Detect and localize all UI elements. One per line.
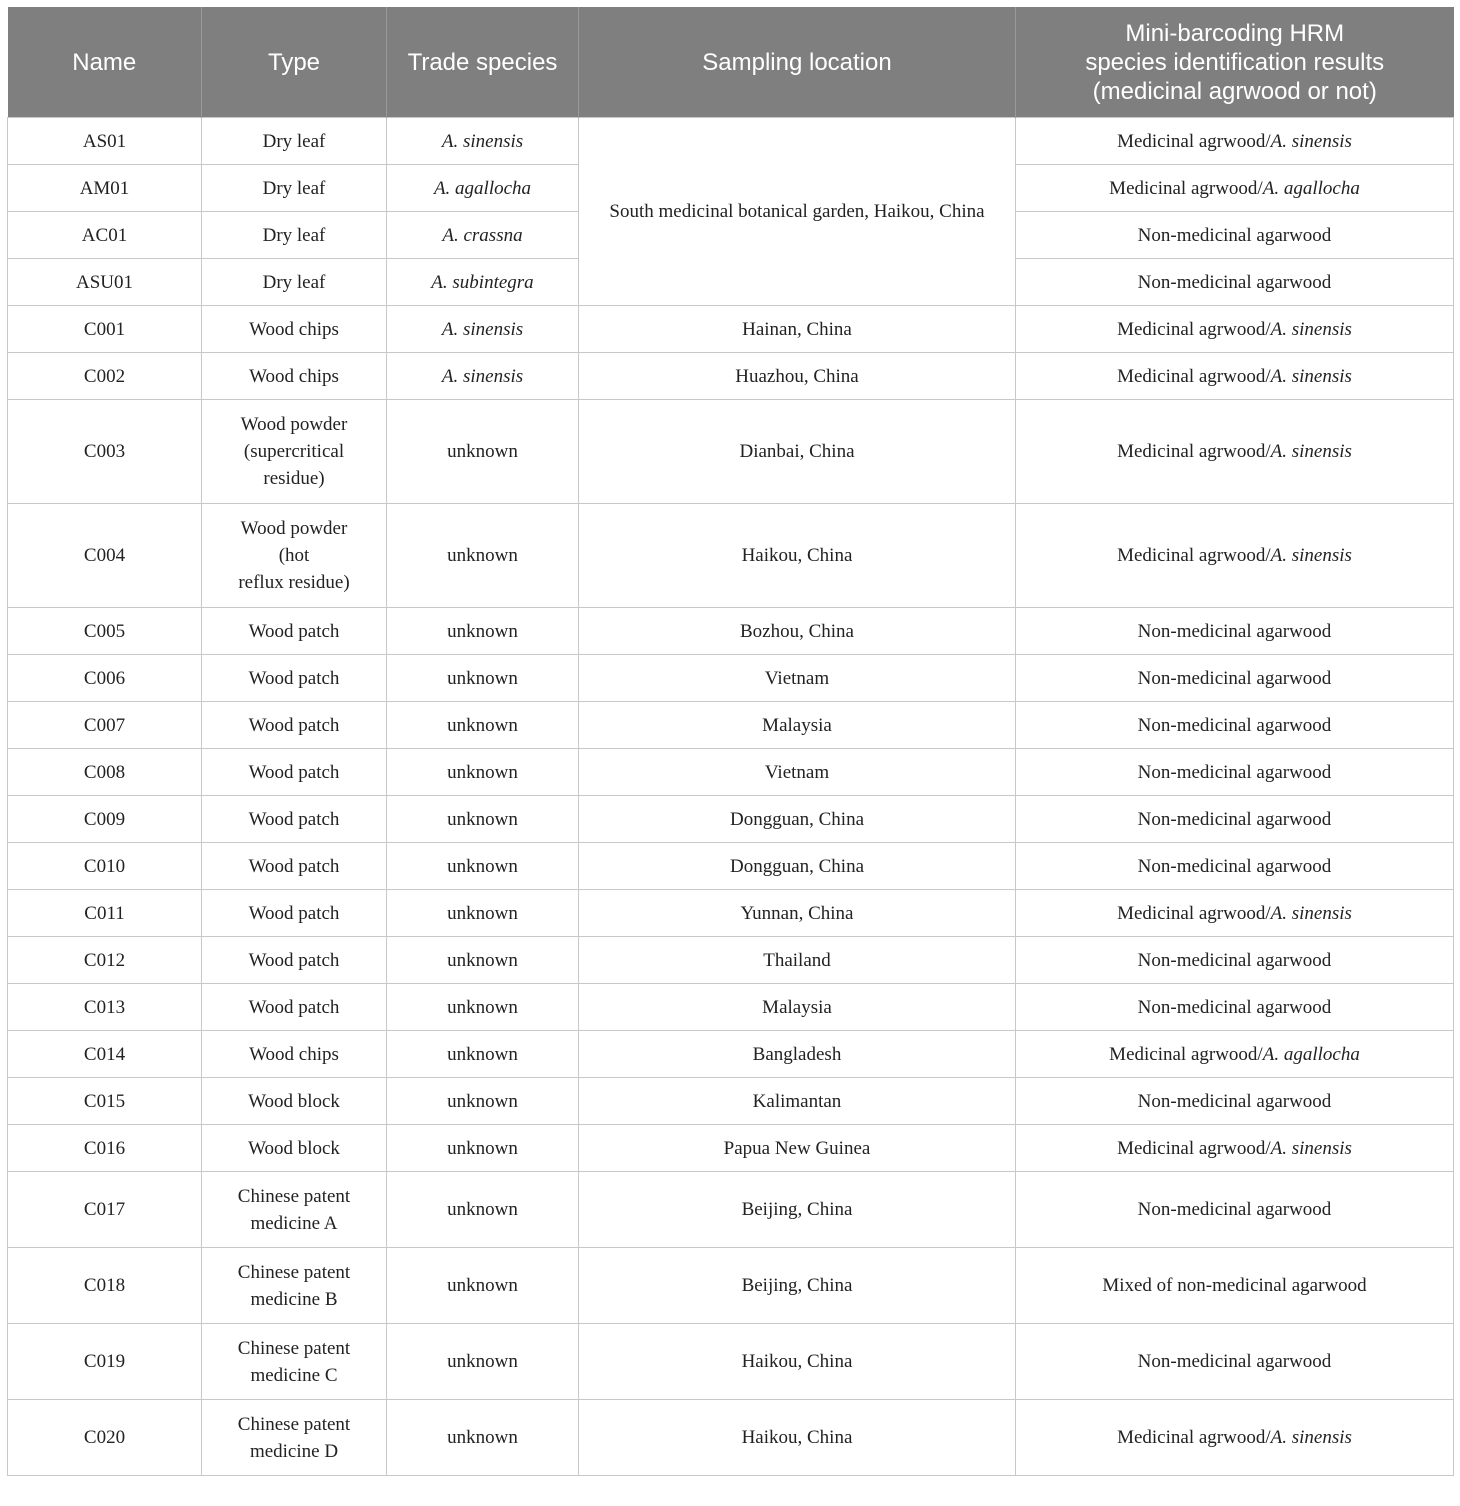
cell-result: Mixed of non-medicinal agarwood <box>1016 1248 1454 1324</box>
cell-type <box>202 1248 387 1324</box>
cell-result-prefix: Medicinal agrwood/ <box>1109 1043 1263 1065</box>
table-row <box>8 118 1454 165</box>
table-row <box>8 504 1454 608</box>
cell-name: C006 <box>8 655 202 702</box>
table-row <box>8 843 1454 890</box>
table-row <box>8 984 1454 1031</box>
cell-result <box>1016 353 1454 400</box>
cell-trade-species: unknown <box>387 608 579 655</box>
table-row <box>8 1031 1454 1078</box>
cell-type-line: Chinese patent <box>237 1337 351 1359</box>
cell-sampling-location: Dianbai, China <box>579 400 1016 504</box>
cell-sampling-location: Beijing, China <box>579 1248 1016 1324</box>
cell-result-species: A. sinensis <box>1270 130 1352 152</box>
cell-result-prefix: Medicinal agrwood/ <box>1117 318 1271 340</box>
cell-name: AS01 <box>8 118 202 165</box>
table-row <box>8 608 1454 655</box>
table-row <box>8 655 1454 702</box>
cell-result-species: A. sinensis <box>1270 441 1352 462</box>
cell-type-line: medicine A <box>250 1212 338 1234</box>
cell-type-line: Chinese patent <box>237 1413 351 1435</box>
cell-trade-species: unknown <box>387 1031 579 1078</box>
cell-trade-species: unknown <box>387 1248 579 1324</box>
cell-result-prefix: Medicinal agrwood/ <box>1117 1427 1271 1448</box>
table-row <box>8 1324 1454 1400</box>
cell-trade-species-italic: A. subintegra <box>431 271 534 293</box>
table-row <box>8 400 1454 504</box>
cell-trade-species: unknown <box>387 1172 579 1248</box>
table-row <box>8 353 1454 400</box>
cell-name: C007 <box>8 702 202 749</box>
cell-type: Wood block <box>202 1125 387 1172</box>
cell-result-species: A. sinensis <box>1270 1427 1352 1448</box>
cell-type: Dry leaf <box>202 118 387 165</box>
table-body <box>8 118 1454 1476</box>
cell-result-species: A. sinensis <box>1270 545 1352 566</box>
cell-result: Non-medicinal agarwood <box>1016 1172 1454 1248</box>
cell-trade-species: unknown <box>387 796 579 843</box>
table-row <box>8 1078 1454 1125</box>
cell-result <box>1016 118 1454 165</box>
cell-name: C016 <box>8 1125 202 1172</box>
table-row <box>8 1400 1454 1476</box>
cell-type <box>202 1324 387 1400</box>
cell-result: Non-medicinal agarwood <box>1016 259 1454 306</box>
cell-name: C010 <box>8 843 202 890</box>
cell-result-prefix: Medicinal agrwood/ <box>1117 1137 1271 1159</box>
cell-name: AC01 <box>8 212 202 259</box>
cell-trade-species: unknown <box>387 1078 579 1125</box>
cell-trade-species <box>387 306 579 353</box>
cell-result: Non-medicinal agarwood <box>1016 702 1454 749</box>
table-row <box>8 1172 1454 1248</box>
cell-result: Non-medicinal agarwood <box>1016 1324 1454 1400</box>
cell-type: Wood patch <box>202 937 387 984</box>
cell-trade-species-italic: A. sinensis <box>441 318 524 340</box>
cell-result: Non-medicinal agarwood <box>1016 749 1454 796</box>
cell-sampling-location: Papua New Guinea <box>579 1125 1016 1172</box>
cell-result <box>1016 504 1454 608</box>
agarwood-samples-table <box>7 7 1454 1476</box>
cell-sampling-location: Dongguan, China <box>579 796 1016 843</box>
cell-sampling-location: Vietnam <box>579 749 1016 796</box>
cell-trade-species: unknown <box>387 702 579 749</box>
cell-name: C008 <box>8 749 202 796</box>
cell-sampling-location: Huazhou, China <box>579 353 1016 400</box>
table-row <box>8 306 1454 353</box>
cell-sampling-location: Yunnan, China <box>579 890 1016 937</box>
header-results-line1: Mini-barcoding HRM <box>1125 19 1345 47</box>
cell-name: C014 <box>8 1031 202 1078</box>
cell-type-line: residue) <box>263 468 325 489</box>
cell-name: C001 <box>8 306 202 353</box>
table-row <box>8 796 1454 843</box>
cell-name: C004 <box>8 504 202 608</box>
cell-type: Wood patch <box>202 843 387 890</box>
cell-name: C017 <box>8 1172 202 1248</box>
cell-type-line: reflux residue) <box>238 572 350 593</box>
cell-trade-species <box>387 353 579 400</box>
cell-result: Non-medicinal agarwood <box>1016 655 1454 702</box>
cell-trade-species <box>387 118 579 165</box>
cell-trade-species <box>387 259 579 306</box>
cell-trade-species <box>387 165 579 212</box>
cell-type-line: medicine C <box>250 1364 338 1386</box>
cell-trade-species <box>387 212 579 259</box>
cell-name: C002 <box>8 353 202 400</box>
cell-sampling-location: Thailand <box>579 937 1016 984</box>
cell-type: Wood patch <box>202 749 387 796</box>
cell-result-prefix: Medicinal agrwood/ <box>1109 177 1263 199</box>
cell-trade-species: unknown <box>387 400 579 504</box>
cell-trade-species-italic: A. crassna <box>442 224 523 246</box>
cell-result: Non-medicinal agarwood <box>1016 212 1454 259</box>
cell-sampling-location: Beijing, China <box>579 1172 1016 1248</box>
cell-sampling-location: Kalimantan <box>579 1078 1016 1125</box>
cell-type: Wood patch <box>202 608 387 655</box>
cell-trade-species: unknown <box>387 937 579 984</box>
header-sampling-location: Sampling location <box>579 7 1016 118</box>
cell-sampling-location: Dongguan, China <box>579 843 1016 890</box>
cell-trade-species: unknown <box>387 1400 579 1476</box>
cell-name: C018 <box>8 1248 202 1324</box>
cell-trade-species: unknown <box>387 655 579 702</box>
cell-sampling-location: Haikou, China <box>579 504 1016 608</box>
header-trade-species: Trade species <box>387 7 579 118</box>
cell-name: C005 <box>8 608 202 655</box>
cell-type: Wood patch <box>202 984 387 1031</box>
cell-result <box>1016 890 1454 937</box>
cell-result: Non-medicinal agarwood <box>1016 608 1454 655</box>
cell-type-line: Wood powder <box>240 414 348 435</box>
cell-name: C020 <box>8 1400 202 1476</box>
cell-type <box>202 400 387 504</box>
cell-result-prefix: Medicinal agrwood/ <box>1117 902 1271 924</box>
cell-type-line: (hot <box>278 545 310 566</box>
cell-type: Wood block <box>202 1078 387 1125</box>
cell-type-line: Chinese patent <box>237 1261 351 1283</box>
cell-name: C009 <box>8 796 202 843</box>
cell-trade-species: unknown <box>387 504 579 608</box>
cell-name: AM01 <box>8 165 202 212</box>
cell-sampling-location: Bangladesh <box>579 1031 1016 1078</box>
cell-trade-species: unknown <box>387 1125 579 1172</box>
cell-trade-species-italic: A. sinensis <box>441 130 524 152</box>
cell-result <box>1016 1400 1454 1476</box>
cell-result <box>1016 1125 1454 1172</box>
cell-result: Non-medicinal agarwood <box>1016 1078 1454 1125</box>
cell-type: Dry leaf <box>202 212 387 259</box>
cell-result-species: A. sinensis <box>1270 1137 1352 1159</box>
cell-name: C019 <box>8 1324 202 1400</box>
header-type: Type <box>202 7 387 118</box>
cell-sampling-location: Malaysia <box>579 984 1016 1031</box>
cell-result: Non-medicinal agarwood <box>1016 796 1454 843</box>
cell-result-species: A. sinensis <box>1270 365 1352 387</box>
cell-name: C013 <box>8 984 202 1031</box>
table-row <box>8 937 1454 984</box>
cell-result-prefix: Medicinal agrwood/ <box>1117 545 1271 566</box>
cell-trade-species: unknown <box>387 843 579 890</box>
table-row <box>8 890 1454 937</box>
cell-type-line: Wood powder <box>240 518 348 539</box>
cell-type: Dry leaf <box>202 259 387 306</box>
cell-trade-species-italic: A. agallocha <box>433 177 532 199</box>
cell-result: Non-medicinal agarwood <box>1016 843 1454 890</box>
cell-sampling-location: Bozhou, China <box>579 608 1016 655</box>
cell-type-line: (supercritical <box>243 441 345 462</box>
table-row <box>8 1125 1454 1172</box>
cell-name: C011 <box>8 890 202 937</box>
cell-result: Non-medicinal agarwood <box>1016 937 1454 984</box>
header-results <box>1016 7 1454 118</box>
cell-sampling-location: Hainan, China <box>579 306 1016 353</box>
cell-type <box>202 1400 387 1476</box>
cell-type <box>202 504 387 608</box>
table-row <box>8 749 1454 796</box>
cell-type-line: medicine B <box>250 1288 338 1310</box>
cell-type-line: Chinese patent <box>237 1185 351 1207</box>
cell-trade-species: unknown <box>387 1324 579 1400</box>
cell-sampling-location: Malaysia <box>579 702 1016 749</box>
cell-result: Non-medicinal agarwood <box>1016 984 1454 1031</box>
table-row <box>8 1248 1454 1324</box>
cell-result-species: A. sinensis <box>1270 902 1352 924</box>
table-row <box>8 702 1454 749</box>
header-name: Name <box>8 7 202 118</box>
header-results-line3: (medicinal agrwood or not) <box>1092 77 1377 105</box>
cell-sampling-location: Haikou, China <box>579 1324 1016 1400</box>
cell-type: Wood patch <box>202 796 387 843</box>
header-results-line2: species identification results <box>1085 48 1385 76</box>
cell-result <box>1016 1031 1454 1078</box>
cell-type: Wood chips <box>202 353 387 400</box>
cell-type <box>202 1172 387 1248</box>
cell-trade-species: unknown <box>387 890 579 937</box>
cell-result <box>1016 165 1454 212</box>
cell-type: Wood patch <box>202 702 387 749</box>
cell-type: Dry leaf <box>202 165 387 212</box>
cell-result <box>1016 306 1454 353</box>
cell-type-line: medicine D <box>249 1440 339 1462</box>
cell-result-prefix: Medicinal agrwood/ <box>1117 441 1271 462</box>
cell-type: Wood patch <box>202 890 387 937</box>
cell-trade-species-italic: A. sinensis <box>441 365 524 387</box>
cell-sampling-location: Haikou, China <box>579 1400 1016 1476</box>
cell-result-species: A. agallocha <box>1262 1043 1360 1065</box>
cell-result-prefix: Medicinal agrwood/ <box>1117 365 1271 387</box>
cell-trade-species: unknown <box>387 984 579 1031</box>
header-row <box>8 7 1454 118</box>
cell-sampling-location: Vietnam <box>579 655 1016 702</box>
cell-result <box>1016 400 1454 504</box>
cell-sampling-location-merged: South medicinal botanical garden, Haikou, China <box>579 118 1016 306</box>
cell-type: Wood chips <box>202 306 387 353</box>
cell-trade-species: unknown <box>387 749 579 796</box>
cell-result-species: A. sinensis <box>1270 318 1352 340</box>
cell-result-species: A. agallocha <box>1262 177 1360 199</box>
cell-name: ASU01 <box>8 259 202 306</box>
cell-name: C012 <box>8 937 202 984</box>
cell-type: Wood patch <box>202 655 387 702</box>
cell-result-prefix: Medicinal agrwood/ <box>1117 130 1271 152</box>
cell-name: C003 <box>8 400 202 504</box>
cell-name: C015 <box>8 1078 202 1125</box>
cell-type: Wood chips <box>202 1031 387 1078</box>
